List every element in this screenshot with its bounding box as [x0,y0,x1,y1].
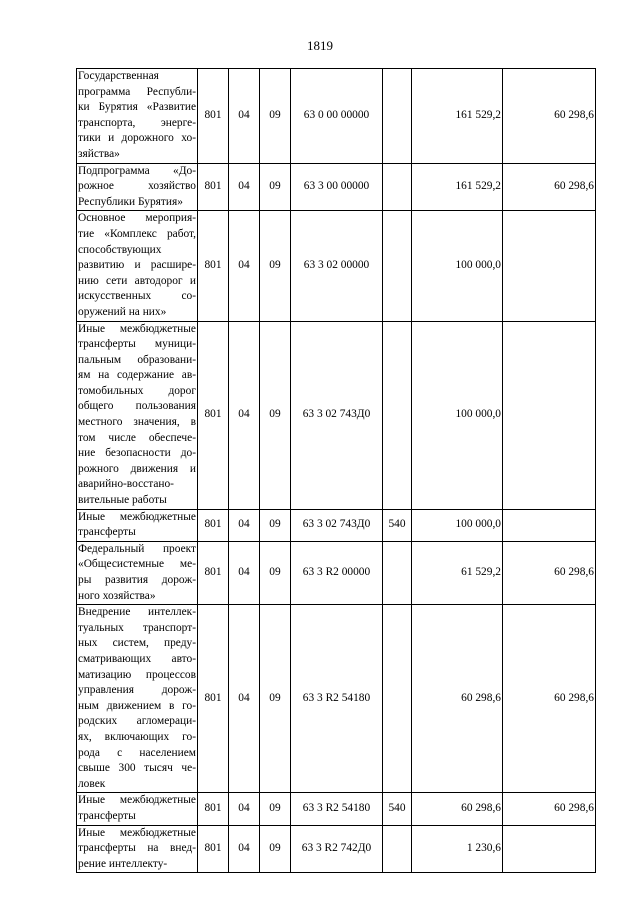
item-name-line: Государственная [78,70,159,82]
table-row [77,825,596,873]
section-code-cell: 04 [229,541,260,604]
item-name-line: Иные межбюджетные [78,510,196,523]
target-article-cell: 63 3 R2 742Д0 [291,825,383,873]
item-name-line: Иные межбюджетные [78,794,196,807]
item-name-line: оружений на них» [78,305,167,318]
target-article-cell: 63 0 00 00000 [291,69,383,164]
item-name-line: туальных транспорт- [78,621,196,634]
table-body [77,69,596,873]
item-name-line: Республики Бурятия» [78,195,183,208]
item-name-cell [77,605,198,793]
grbs-code-cell: 801 [198,163,229,211]
item-name-line: Внедрение интеллек- [78,606,196,619]
expense-type-cell [383,321,412,509]
grbs-code-cell: 801 [198,793,229,825]
item-name-line: общего пользования [78,400,196,413]
item-name-cell [77,509,198,541]
item-name-line: Основное мероприя- [78,212,196,225]
amount-cell-1: 1 230,6 [412,825,503,873]
amount-cell-2 [503,321,596,509]
item-name-line: Иные межбюджетные [78,826,196,839]
amount-cell-2 [503,825,596,873]
item-name-line: ях, включающих го- [78,730,196,743]
item-name-line: Федеральный проект [78,542,196,555]
item-name-line: «Общесистемные ме- [78,558,196,571]
item-name-line: родских агломераци- [78,715,196,728]
amount-cell-1: 100 000,0 [412,211,503,321]
item-name-line: управления дорож- [78,684,196,697]
target-article-cell: 63 3 00 00000 [291,163,383,211]
item-name-line: аварийно-восстано- [78,478,174,491]
item-name-line: рожного движения и [78,462,196,475]
subsection-code-cell: 09 [260,69,291,164]
subsection-code-cell: 09 [260,163,291,211]
target-article-cell: 63 3 02 00000 [291,211,383,321]
amount-cell-2: 60 298,6 [503,605,596,793]
section-code-cell: 04 [229,321,260,509]
item-name-line: ки Бурятия «Развитие [78,101,196,114]
item-name-line: тие «Комплекс работ, [78,227,196,240]
section-code-cell: 04 [229,793,260,825]
item-name-line: развитию и расшире- [78,259,196,272]
target-article-cell: 63 3 02 743Д0 [291,321,383,509]
item-name-line: тики и дорожного хо- [78,132,196,145]
amount-cell-1: 60 298,6 [412,793,503,825]
item-name-line: матизацию процессов [78,668,196,681]
target-article-cell: 63 3 R2 00000 [291,541,383,604]
subsection-code-cell: 09 [260,211,291,321]
amount-cell-2 [503,509,596,541]
amount-cell-1: 161 529,2 [412,69,503,164]
item-name-line: Подпрограмма «До- [78,164,196,177]
item-name-line: трансферты на внед- [78,842,196,855]
item-name-line: местного значения, в [78,416,196,429]
item-name-line: Иные межбюджетные [78,322,196,335]
item-name-line: ным движением в го- [78,699,196,712]
subsection-code-cell: 09 [260,321,291,509]
grbs-code-cell: 801 [198,69,229,164]
item-name-cell [77,793,198,825]
item-name-line: зяйства» [78,147,120,160]
item-name-line: искусственных со- [78,290,196,303]
table-row [77,541,596,604]
subsection-code-cell: 09 [260,825,291,873]
amount-cell-1: 100 000,0 [412,509,503,541]
item-name-line: свыше 300 тысяч че- [78,762,196,775]
item-name-line: нию сети автодорог и [78,274,196,287]
item-name-line: трансферты муници- [78,338,196,351]
amount-cell-1: 100 000,0 [412,321,503,509]
item-name-line: ры развития дорож- [78,574,196,586]
amount-cell-2 [503,211,596,321]
expense-type-cell [383,69,412,164]
table-row [77,69,596,164]
section-code-cell: 04 [229,509,260,541]
item-name-line: программа Республи- [78,85,196,98]
item-name-line: ловек [78,777,106,790]
item-name-line: пальным образовани- [78,353,196,366]
item-name-line: рода с населением [78,746,196,759]
section-code-cell: 04 [229,825,260,873]
subsection-code-cell: 09 [260,541,291,604]
grbs-code-cell: 801 [198,211,229,321]
section-code-cell: 04 [229,69,260,164]
item-name-cell [77,321,198,509]
grbs-code-cell: 801 [198,825,229,873]
item-name-line: ние безопасности до- [78,447,196,460]
item-name-line: рение интеллекту- [78,857,168,870]
item-name-line: сматривающих авто- [78,652,196,665]
item-name-line: способствующих [78,243,162,256]
expense-type-cell [383,211,412,321]
table-row [77,793,596,825]
amount-cell-1: 60 298,6 [412,605,503,793]
item-name-line: рожное хозяйство [78,180,196,193]
item-name-line: ного хозяйства» [78,589,156,602]
amount-cell-2: 60 298,6 [503,793,596,825]
expense-type-cell: 540 [383,793,412,825]
amount-cell-1: 161 529,2 [412,163,503,211]
subsection-code-cell: 09 [260,793,291,825]
table-row [77,321,596,509]
item-name-cell [77,541,198,604]
item-name-line: том числе обеспече- [78,431,196,444]
item-name-line: вительные работы [78,494,167,507]
grbs-code-cell: 801 [198,509,229,541]
target-article-cell: 63 3 02 743Д0 [291,509,383,541]
section-code-cell: 04 [229,211,260,321]
amount-cell-2: 60 298,6 [503,163,596,211]
expense-type-cell [383,163,412,211]
table-row [77,605,596,793]
expense-type-cell [383,825,412,873]
target-article-cell: 63 3 R2 54180 [291,793,383,825]
expense-type-cell [383,605,412,793]
subsection-code-cell: 09 [260,605,291,793]
item-name-cell [77,163,198,211]
item-name-line: ных систем, преду- [78,637,196,650]
amount-cell-1: 61 529,2 [412,541,503,604]
table-row [77,163,596,211]
grbs-code-cell: 801 [198,605,229,793]
table-row [77,211,596,321]
item-name-line: ям на содержание ав- [78,369,196,382]
amount-cell-2: 60 298,6 [503,541,596,604]
item-name-line: томобильных дорог [78,384,196,397]
item-name-line: трансферты [78,526,136,539]
section-code-cell: 04 [229,163,260,211]
table-row [77,509,596,541]
grbs-code-cell: 801 [198,321,229,509]
target-article-cell: 63 3 R2 54180 [291,605,383,793]
item-name-cell [77,825,198,873]
item-name-line: трансферты [78,809,136,822]
item-name-cell [77,69,198,164]
expense-type-cell: 540 [383,509,412,541]
expense-type-cell [383,541,412,604]
page-number: 1819 [307,38,333,53]
section-code-cell: 04 [229,605,260,793]
item-name-line: транспорта, энерге- [78,116,196,129]
amount-cell-2: 60 298,6 [503,69,596,164]
budget-table [76,68,596,873]
subsection-code-cell: 09 [260,509,291,541]
grbs-code-cell: 801 [198,541,229,604]
item-name-cell [77,211,198,321]
